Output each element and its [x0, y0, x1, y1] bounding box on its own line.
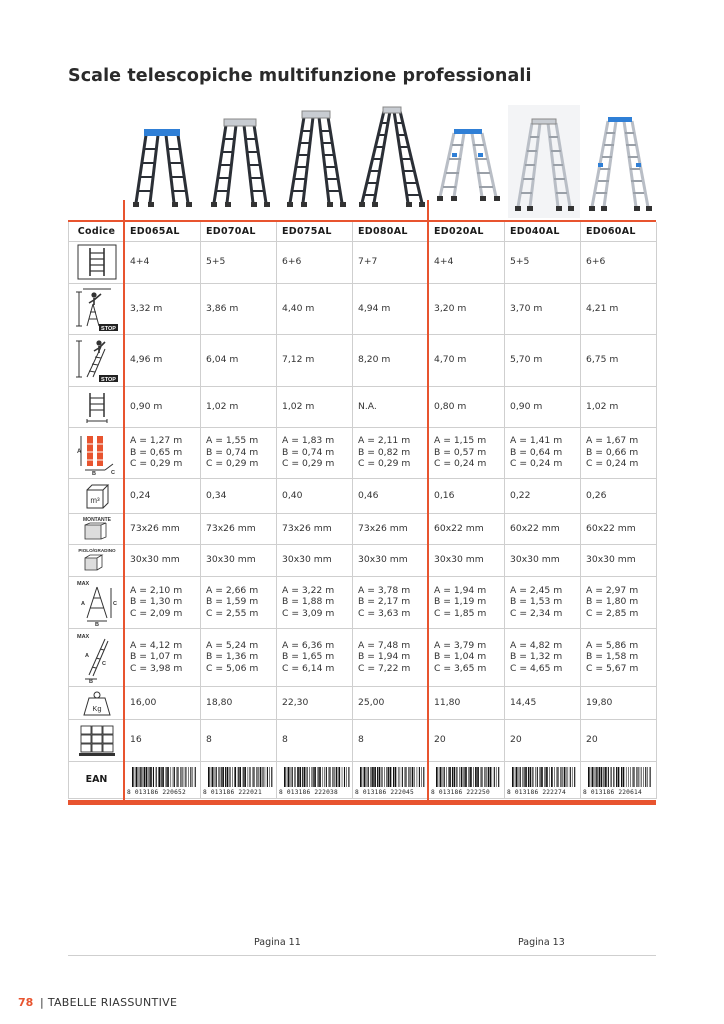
cell-folded-dims: A = 2,11 m B = 0,82 m C = 0,29 m	[353, 427, 429, 478]
cell-working-height: 3,20 m	[429, 283, 505, 334]
kg-label: Kg	[91, 703, 102, 713]
cell-steps: 4+4	[429, 241, 505, 283]
piolo-label: PIOLO/GRADINO	[77, 548, 116, 553]
cell-pallet-qty: 8	[201, 719, 277, 761]
section-title	[40, 996, 177, 1009]
ean-number: 8 013186 222038	[279, 787, 351, 799]
page-ref-left[interactable]: Pagina 11	[254, 937, 301, 948]
model-code: ED040AL	[505, 222, 581, 241]
cell-rung-section: 30x30 mm	[125, 544, 201, 576]
cell-rung-section: 30x30 mm	[581, 544, 657, 576]
table-bottom-bar	[68, 800, 656, 805]
cell-volume: 0,26	[581, 478, 657, 513]
cell-width: 1,02 m	[277, 386, 353, 427]
ladder-image-ed070al	[206, 105, 274, 218]
ean-number: 8 013186 220614	[583, 787, 655, 799]
cell-steps: 7+7	[353, 241, 429, 283]
barcode-cell	[505, 761, 581, 798]
max-a-frame-abc-icon	[75, 578, 119, 626]
cell-volume: 0,24	[125, 478, 201, 513]
cell-weight: 14,45	[505, 686, 581, 719]
table-row	[69, 513, 657, 544]
max-label: MAX	[76, 634, 89, 640]
cell-rail-section: 60x22 mm	[429, 513, 505, 544]
table-row	[69, 478, 657, 513]
ladder-image-ed080al	[356, 105, 428, 218]
cell-rail-section: 60x22 mm	[581, 513, 657, 544]
ladder-image-ed060al	[584, 105, 656, 218]
cell-steps: 6+6	[581, 241, 657, 283]
footer-separator: |	[40, 996, 45, 1009]
cell-max-extension: A = 5,24 m B = 1,36 m C = 5,06 m	[201, 628, 277, 686]
ean-label: EAN	[69, 761, 125, 798]
table-row	[69, 719, 657, 761]
cell-folded-dims: A = 1,67 m B = 0,66 m C = 0,24 m	[581, 427, 657, 478]
cell-volume: 0,46	[353, 478, 429, 513]
ladder-image-ed065al	[128, 105, 196, 218]
ean-number: 8 013186 220652	[127, 787, 199, 799]
cell-weight: 19,80	[581, 686, 657, 719]
rail-section-icon	[71, 515, 123, 543]
cell-rail-section: 73x26 mm	[201, 513, 277, 544]
cell-working-height: 4,21 m	[581, 283, 657, 334]
cell-weight: 25,00	[353, 686, 429, 719]
svg-text:A: A	[76, 448, 81, 455]
group-divider	[427, 200, 429, 804]
svg-text:C: C	[110, 469, 115, 476]
table-row	[69, 628, 657, 686]
cell-max-extension: A = 4,12 m B = 1,07 m C = 3,98 m	[125, 628, 201, 686]
ladder-image-ed075al	[282, 105, 350, 218]
cell-extended-height: 7,12 m	[277, 334, 353, 386]
cell-extended-height: 4,96 m	[125, 334, 201, 386]
m3-label: m³	[89, 495, 100, 505]
cell-max-a-frame: A = 1,94 m B = 1,19 m C = 1,85 m	[429, 576, 505, 628]
barcode-cell	[277, 761, 353, 798]
table-row	[69, 686, 657, 719]
cell-rail-section: 60x22 mm	[505, 513, 581, 544]
table-row	[69, 241, 657, 283]
cell-max-extension: A = 5,86 m B = 1,58 m C = 5,67 m	[581, 628, 657, 686]
svg-text:B: B	[94, 622, 99, 626]
left-column-divider	[123, 200, 125, 804]
footer-divider	[68, 955, 656, 956]
ean-number: 8 013186 222045	[355, 787, 427, 799]
cell-rung-section: 30x30 mm	[201, 544, 277, 576]
table-row	[69, 544, 657, 576]
cell-rung-section: 30x30 mm	[353, 544, 429, 576]
cell-folded-dims: A = 1,15 m B = 0,57 m C = 0,24 m	[429, 427, 505, 478]
cell-steps: 6+6	[277, 241, 353, 283]
extended-height-stop-icon	[75, 337, 119, 383]
cell-rung-section: 30x30 mm	[505, 544, 581, 576]
cell-max-extension: A = 7,48 m B = 1,94 m C = 7,22 m	[353, 628, 429, 686]
model-code: ED070AL	[201, 222, 277, 241]
cell-steps: 5+5	[505, 241, 581, 283]
table-row-ean	[69, 761, 657, 798]
cell-extended-height: 5,70 m	[505, 334, 581, 386]
cell-pallet-qty: 20	[429, 719, 505, 761]
cell-pallet-qty: 20	[581, 719, 657, 761]
cell-extended-height: 4,70 m	[429, 334, 505, 386]
ladder-steps-icon	[77, 244, 117, 280]
table-row	[69, 576, 657, 628]
table-row	[69, 283, 657, 334]
barcode-cell	[429, 761, 505, 798]
table-row	[69, 334, 657, 386]
cell-folded-dims: A = 1,55 m B = 0,74 m C = 0,29 m	[201, 427, 277, 478]
working-height-stop-icon	[75, 286, 119, 332]
cell-max-extension: A = 3,79 m B = 1,04 m C = 3,65 m	[429, 628, 505, 686]
cell-steps: 5+5	[201, 241, 277, 283]
ladder-image-ed040al	[508, 105, 580, 218]
cell-rail-section: 73x26 mm	[353, 513, 429, 544]
cell-rung-section: 30x30 mm	[277, 544, 353, 576]
cell-max-a-frame: A = 3,78 m B = 2,17 m C = 3,63 m	[353, 576, 429, 628]
svg-text:C: C	[112, 601, 117, 607]
table-top-accent	[68, 220, 656, 222]
cell-pallet-qty: 8	[277, 719, 353, 761]
model-code: ED020AL	[429, 222, 505, 241]
cell-volume: 0,16	[429, 478, 505, 513]
page-title: Scale telescopiche multifunzione professionali	[68, 66, 532, 86]
ean-number: 8 013186 222250	[431, 787, 503, 799]
cell-working-height: 3,86 m	[201, 283, 277, 334]
cell-working-height: 4,94 m	[353, 283, 429, 334]
svg-text:A: A	[80, 601, 85, 607]
cell-max-a-frame: A = 3,22 m B = 1,88 m C = 3,09 m	[277, 576, 353, 628]
cell-weight: 22,30	[277, 686, 353, 719]
cell-weight: 18,80	[201, 686, 277, 719]
section-label: TABELLE RIASSUNTIVE	[47, 996, 178, 1009]
cell-width: N.A.	[353, 386, 429, 427]
cell-working-height: 3,70 m	[505, 283, 581, 334]
weight-kg-icon	[77, 689, 117, 717]
cell-working-height: 3,32 m	[125, 283, 201, 334]
cell-steps: 4+4	[125, 241, 201, 283]
cell-pallet-qty: 20	[505, 719, 581, 761]
cell-max-a-frame: A = 2,66 m B = 1,59 m C = 2,55 m	[201, 576, 277, 628]
cell-pallet-qty: 8	[353, 719, 429, 761]
cell-max-a-frame: A = 2,97 m B = 1,80 m C = 2,85 m	[581, 576, 657, 628]
barcode-cell	[353, 761, 429, 798]
cell-max-extension: A = 6,36 m B = 1,65 m C = 6,14 m	[277, 628, 353, 686]
cell-width: 0,90 m	[125, 386, 201, 427]
header-codice: Codice	[69, 222, 125, 241]
ean-number: 8 013186 222274	[507, 787, 579, 799]
cell-volume: 0,34	[201, 478, 277, 513]
cell-weight: 11,80	[429, 686, 505, 719]
barcode-cell	[125, 761, 201, 798]
svg-text:A: A	[84, 653, 89, 659]
cell-extended-height: 6,04 m	[201, 334, 277, 386]
model-code: ED065AL	[125, 222, 201, 241]
cell-weight: 16,00	[125, 686, 201, 719]
max-label: MAX	[76, 581, 89, 587]
rung-section-icon	[71, 546, 123, 574]
page-ref-right[interactable]: Pagina 13	[518, 937, 565, 948]
folded-dimensions-abc-icon	[75, 430, 119, 476]
cell-pallet-qty: 16	[125, 719, 201, 761]
cell-working-height: 4,40 m	[277, 283, 353, 334]
model-code: ED060AL	[581, 222, 657, 241]
cell-width: 0,90 m	[505, 386, 581, 427]
model-code: ED075AL	[277, 222, 353, 241]
max-extension-abc-icon	[75, 631, 119, 683]
model-code: ED080AL	[353, 222, 429, 241]
cell-volume: 0,40	[277, 478, 353, 513]
cell-rail-section: 73x26 mm	[277, 513, 353, 544]
svg-text:B: B	[88, 679, 93, 683]
cell-max-extension: A = 4,82 m B = 1,32 m C = 4,65 m	[505, 628, 581, 686]
table-row	[69, 427, 657, 478]
cell-extended-height: 6,75 m	[581, 334, 657, 386]
barcode-cell	[201, 761, 277, 798]
ladder-pictures	[124, 105, 656, 218]
ladder-width-icon	[77, 390, 117, 424]
svg-text:C: C	[101, 661, 106, 667]
pallet-boxes-icon	[75, 722, 119, 758]
stop-label: STOP	[100, 325, 116, 332]
barcode-cell	[581, 761, 657, 798]
cell-width: 1,02 m	[581, 386, 657, 427]
ean-number: 8 013186 222021	[203, 787, 275, 799]
cell-rung-section: 30x30 mm	[429, 544, 505, 576]
volume-m3-icon	[77, 481, 117, 511]
cell-volume: 0,22	[505, 478, 581, 513]
svg-text:B: B	[91, 470, 96, 476]
cell-folded-dims: A = 1,27 m B = 0,65 m C = 0,29 m	[125, 427, 201, 478]
cell-max-a-frame: A = 2,10 m B = 1,30 m C = 2,09 m	[125, 576, 201, 628]
table-row	[69, 386, 657, 427]
cell-width: 0,80 m	[429, 386, 505, 427]
cell-folded-dims: A = 1,83 m B = 0,74 m C = 0,29 m	[277, 427, 353, 478]
cell-rail-section: 73x26 mm	[125, 513, 201, 544]
page-number: 78	[18, 996, 34, 1009]
stop-label: STOP	[100, 377, 116, 383]
cell-max-a-frame: A = 2,45 m B = 1,53 m C = 2,34 m	[505, 576, 581, 628]
montante-label: MONTANTE	[82, 516, 111, 523]
header-row	[69, 222, 657, 241]
specs-table	[68, 222, 657, 799]
ladder-image-ed020al	[432, 105, 504, 218]
cell-folded-dims: A = 1,41 m B = 0,64 m C = 0,24 m	[505, 427, 581, 478]
cell-extended-height: 8,20 m	[353, 334, 429, 386]
cell-width: 1,02 m	[201, 386, 277, 427]
